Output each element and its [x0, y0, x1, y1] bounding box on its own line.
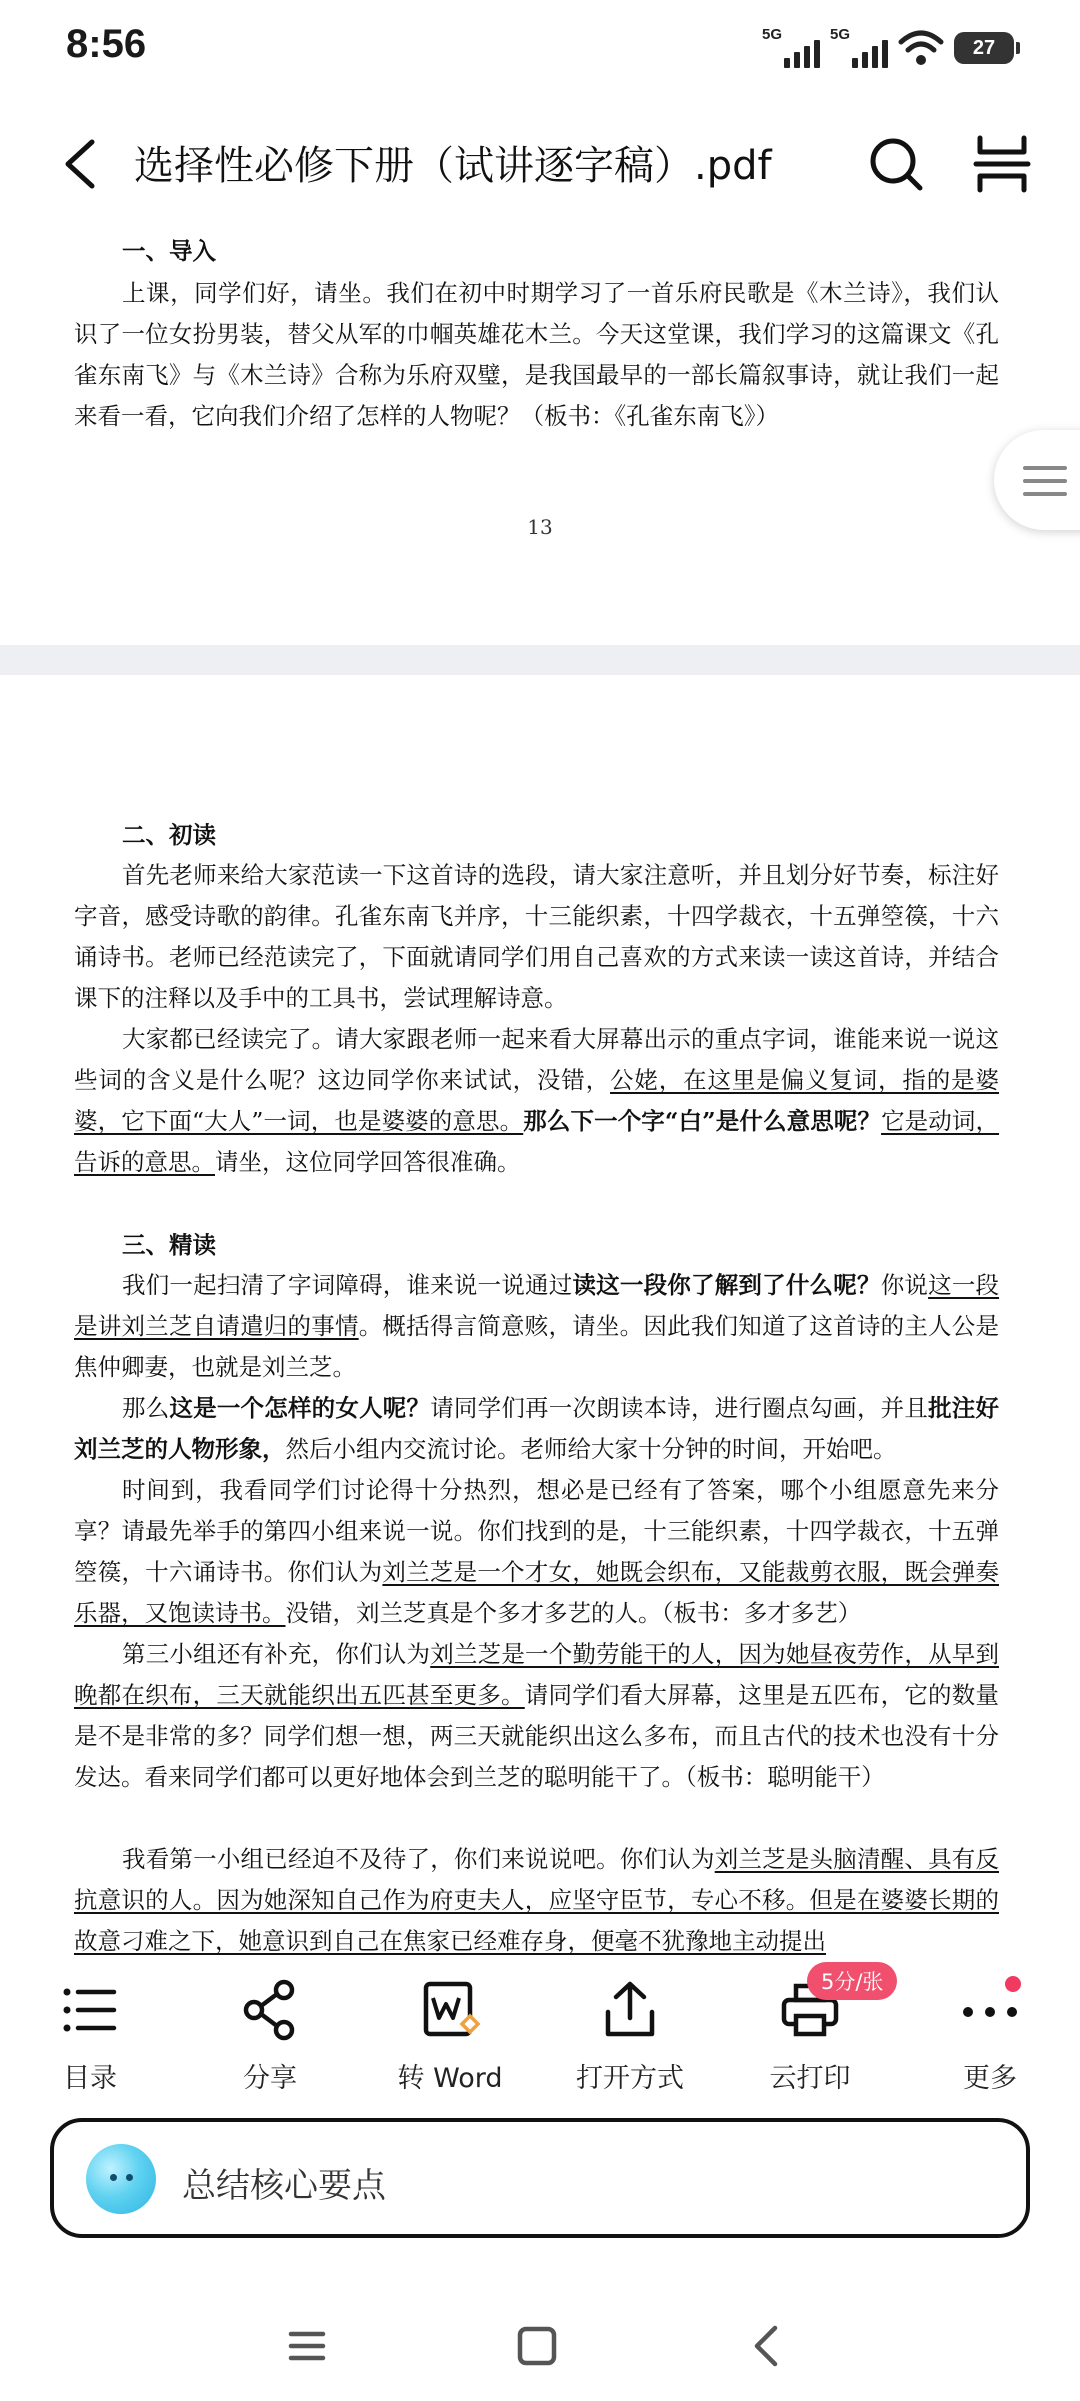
battery-icon: 27 [954, 32, 1014, 64]
page-separator [0, 645, 1080, 675]
recents-button[interactable] [277, 2316, 337, 2376]
more-button[interactable]: 更多 [910, 1978, 1070, 2088]
share-icon [238, 1978, 302, 2042]
section-heading-intro: 一、导入 [122, 237, 216, 265]
ai-prompt-text: 总结核心要点 [182, 2166, 386, 2206]
back-button[interactable] [52, 134, 112, 194]
document-title: 选择性必修下册（试讲逐字稿）.pdf [134, 143, 772, 189]
app-header [0, 110, 1080, 220]
status-bar [0, 0, 1080, 96]
open-with-button[interactable]: 打开方式 [550, 1978, 710, 2088]
crop-button[interactable] [972, 132, 1032, 196]
print-price-badge: 5分/张 [807, 1962, 897, 2000]
share-button[interactable]: 分享 [190, 1978, 350, 2088]
open-with-icon [598, 1978, 662, 2042]
pdf-page-14[interactable] [0, 675, 1080, 1965]
system-back-button[interactable] [737, 2316, 797, 2376]
bottom-toolbar [0, 1960, 1080, 2094]
convert-to-word-button[interactable]: 转 Word [370, 1978, 530, 2088]
system-nav-bar [0, 2290, 1080, 2401]
word-convert-icon [418, 1978, 482, 2042]
pdf-page-13[interactable] [0, 225, 1080, 645]
section-heading-close-read: 三、精读 [122, 1231, 216, 1259]
wifi-icon [898, 28, 944, 68]
paragraph: 首先老师来给大家范读一下这首诗的选段，请大家注意听，并且划分好节奏，标注好字音，感受诗歌的韵律。孔雀东南飞并序，十三能织素，十四学裁衣，十五弹箜篌，十六诵诗书。老师已经范读完了，下面就请同学们用自己喜欢的方式来读一读这首诗，并结合课下的注释以及手中的工具书，尝试理解诗意。 [74, 861, 999, 1012]
list-icon [58, 1978, 122, 2042]
ai-assistant-avatar-icon [86, 2144, 156, 2214]
cloud-print-button[interactable]: 云打印 [730, 1978, 890, 2088]
ai-summary-prompt[interactable] [50, 2118, 1030, 2238]
paragraph: 我看第一小组已经迫不及待了，你们来说说吧。你们认为刘兰芝是头脑清醒、具有反抗意识的人。因为她深知自己作为府吏夫人，应坚守臣节，专心不移。但是在婆婆长期的故意刁难之下，她意识到自己在焦家已经难存身，便毫不犹豫地主动提出 [74, 1845, 1000, 1955]
signal-icon-sim2: 5G [830, 28, 888, 68]
paragraph: 我们一起扫清了字词障碍，谁来说一说通过读这一段你了解到了什么呢？你说这一段是讲刘兰芝自请遣归的事情。概括得言简意赅，请坐。因此我们知道了这首诗的主人公是焦仲卿妻，也就是刘兰芝。 [74, 1271, 1000, 1381]
paragraph: 大家都已经读完了。请大家跟老师一起来看大屏幕出示的重点字词，谁能来说一说这些词的含义是什么呢？这边同学你来试试，没错，公姥，在这里是偏义复词，指的是婆婆，它下面“大人”一词，也是婆婆的意思。那么下一个字“白”是什么意思呢？它是动词，告诉的意思。请坐，这位同学回答很准确。 [74, 1025, 1000, 1176]
paragraph: 那么这是一个怎样的女人呢？请同学们再一次朗读本诗，进行圈点勾画，并且批注好刘兰芝的人物形象，然后小组内交流讨论。老师给大家十分钟的时间，开始吧。 [74, 1394, 1000, 1463]
search-button[interactable] [864, 132, 928, 196]
status-icons [762, 28, 1014, 68]
page-number: 13 [527, 515, 553, 539]
home-button[interactable] [507, 2316, 567, 2376]
menu-icon [1022, 464, 1068, 498]
paragraph: 时间到，我看同学们讨论得十分热烈，想必是已经有了答案，哪个小组愿意先来分享？请最先举手的第四小组来说一说。你们找到的是，十三能织素，十四学裁衣，十五弹箜篌，十六诵诗书。你们认为刘兰芝是一个才女，她既会织布，又能裁剪衣服，既会弹奏乐器，又饱读诗书。没错，刘兰芝真是个多才多艺的人。（板书：多才多艺） [74, 1476, 1000, 1627]
status-time: 8:56 [66, 22, 147, 66]
signal-icon-sim1: 5G [762, 28, 820, 68]
section-heading-first-read: 二、初读 [122, 821, 216, 849]
paragraph: 上课，同学们好，请坐。我们在初中时期学习了一首乐府民歌是《木兰诗》，我们认识了一位女扮男装，替父从军的巾帼英雄花木兰。今天这堂课，我们学习的这篇课文《孔雀东南飞》与《木兰诗》合称为乐府双璧，是我国最早的一部长篇叙事诗，就让我们一起来看一看，它向我们介绍了怎样的人物呢？（板书：《孔雀东南飞》） [74, 279, 999, 430]
toc-button[interactable]: 目录 [10, 1978, 170, 2088]
paragraph: 第三小组还有补充，你们认为刘兰芝是一个勤劳能干的人，因为她昼夜劳作，从早到晚都在织布，三天就能织出五匹甚至更多。请同学们看大屏幕，这里是五匹布，它的数量是不是非常的多？同学们想一想，两三天就能织出这么多布，而且古代的技术也没有十分发达。看来同学们都可以更好地体会到兰芝的聪明能干了。（板书：聪明能干） [74, 1640, 1000, 1791]
notification-dot [1005, 1976, 1021, 1992]
